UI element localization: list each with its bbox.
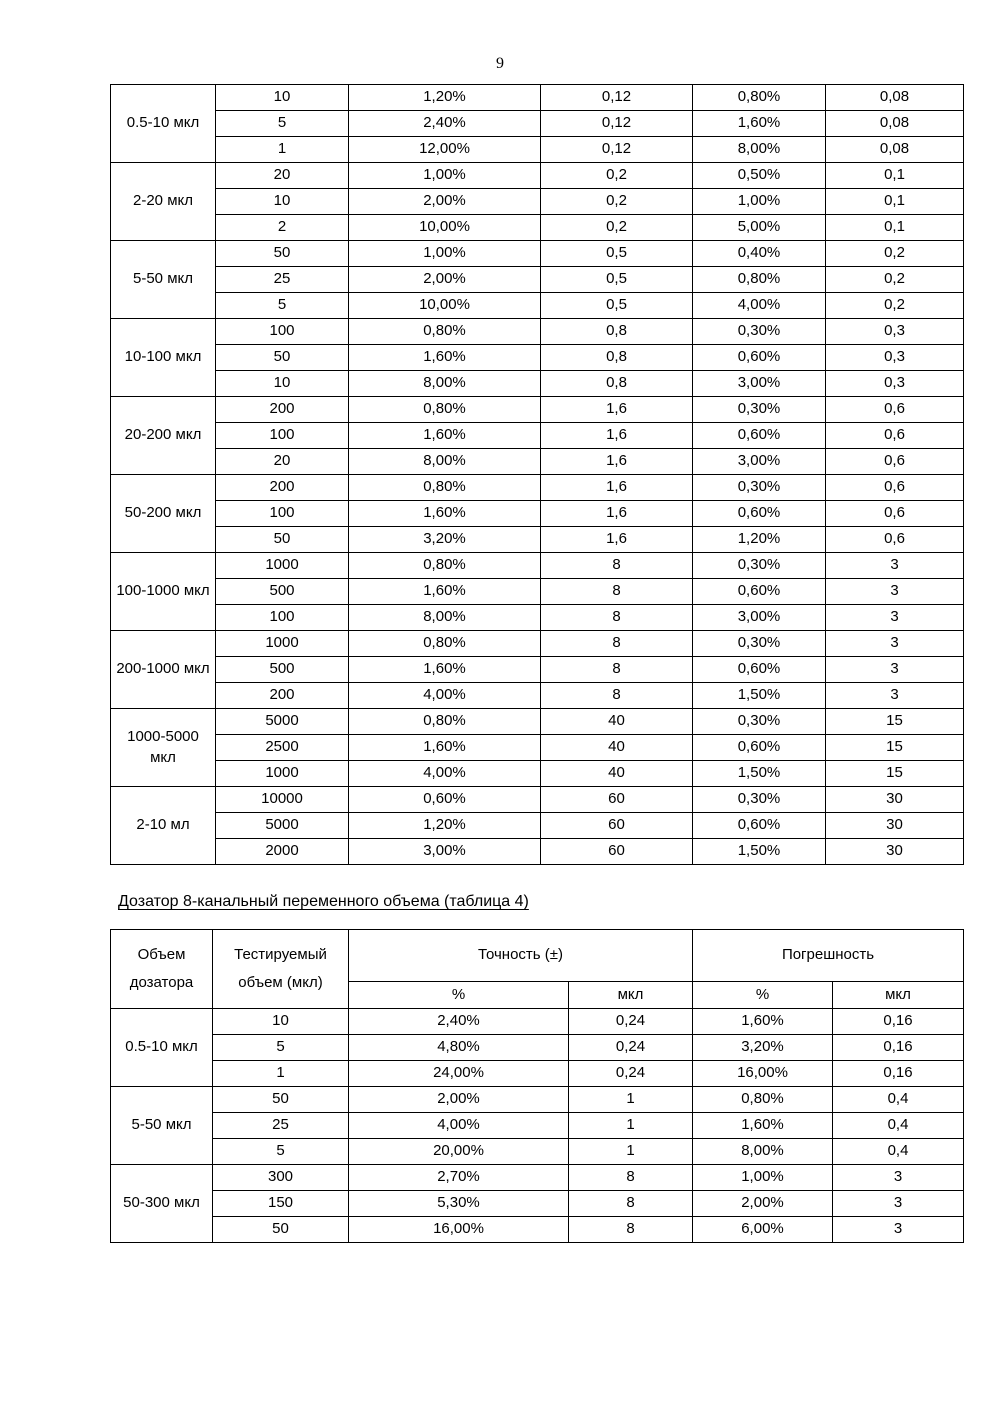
value-cell: 8 [569,1217,693,1243]
value-cell: 0,12 [541,85,693,111]
value-cell: 60 [541,839,693,865]
table-row [111,1139,964,1165]
value-cell: 8 [541,683,693,709]
value-cell: 0,6 [826,423,964,449]
value-cell: 500 [216,579,349,605]
value-cell: 0,80% [349,631,541,657]
value-cell: 0,60% [693,813,826,839]
value-cell: 0,8 [541,371,693,397]
table-row [111,735,964,761]
volume-range-cell: 2-20 мкл [111,163,216,241]
table-row [111,657,964,683]
value-cell: 8,00% [349,371,541,397]
volume-range-cell: 200-1000 мкл [111,631,216,709]
value-cell: 0,3 [826,345,964,371]
value-cell: 4,80% [349,1035,569,1061]
value-cell: 15 [826,735,964,761]
value-cell: 0,3 [826,371,964,397]
table-row [111,683,964,709]
value-cell: 2,00% [693,1191,833,1217]
value-cell: 0,16 [833,1009,964,1035]
value-cell: 0,24 [569,1061,693,1087]
value-cell: 0,60% [693,345,826,371]
pipette-accuracy-table-continued [110,84,964,865]
value-cell: 5,00% [693,215,826,241]
value-cell: 0,12 [541,111,693,137]
value-cell: 200 [216,683,349,709]
value-cell: 15 [826,761,964,787]
value-cell: 16,00% [693,1061,833,1087]
value-cell: 100 [216,423,349,449]
value-cell: 0,2 [541,189,693,215]
value-cell: 0,80% [693,85,826,111]
value-cell: 0,60% [693,423,826,449]
value-cell: 1,00% [693,189,826,215]
value-cell: 10 [213,1009,349,1035]
value-cell: 1,6 [541,397,693,423]
value-cell: 1,60% [349,501,541,527]
value-cell: 0,1 [826,189,964,215]
table-row [111,85,964,111]
value-cell: 0,60% [693,579,826,605]
value-cell: 0,60% [693,657,826,683]
value-cell: 0,30% [693,709,826,735]
value-cell: 0,2 [826,241,964,267]
value-cell: 4,00% [693,293,826,319]
volume-range-cell: 0.5-10 мкл [111,1009,213,1087]
value-cell: 0,24 [569,1009,693,1035]
value-cell: 0,6 [826,449,964,475]
value-cell: 8,00% [349,449,541,475]
value-cell: 1,50% [693,683,826,709]
value-cell: 0,2 [541,215,693,241]
value-cell: 10,00% [349,215,541,241]
value-cell: 0,6 [826,501,964,527]
table-row [111,189,964,215]
value-cell: 50 [216,345,349,371]
value-cell: 30 [826,839,964,865]
value-cell: 60 [541,813,693,839]
table-row [111,371,964,397]
subheader-accuracy-percent: % [349,982,569,1009]
value-cell: 3 [826,605,964,631]
value-cell: 0,4 [833,1113,964,1139]
value-cell: 25 [213,1113,349,1139]
table-row [111,1009,964,1035]
value-cell: 100 [216,501,349,527]
value-cell: 3 [826,553,964,579]
value-cell: 1,60% [349,657,541,683]
value-cell: 5 [213,1035,349,1061]
value-cell: 3 [826,683,964,709]
value-cell: 0,6 [826,397,964,423]
value-cell: 1 [569,1113,693,1139]
value-cell: 2,00% [349,267,541,293]
table-row [111,631,964,657]
value-cell: 5 [213,1139,349,1165]
value-cell: 2000 [216,839,349,865]
value-cell: 5 [216,111,349,137]
value-cell: 1,6 [541,501,693,527]
value-cell: 8 [569,1191,693,1217]
volume-range-cell: 50-300 мкл [111,1165,213,1243]
value-cell: 15 [826,709,964,735]
table-row [111,137,964,163]
document-content [110,84,963,1243]
value-cell: 0,16 [833,1061,964,1087]
value-cell: 1,60% [349,579,541,605]
volume-range-cell: 5-50 мкл [111,1087,213,1165]
value-cell: 0,80% [349,397,541,423]
value-cell: 300 [213,1165,349,1191]
value-cell: 1,6 [541,449,693,475]
table-row [111,761,964,787]
value-cell: 1000 [216,631,349,657]
table-row [111,241,964,267]
value-cell: 3 [833,1217,964,1243]
value-cell: 1,20% [349,813,541,839]
value-cell: 12,00% [349,137,541,163]
table-row [111,267,964,293]
value-cell: 5,30% [349,1191,569,1217]
value-cell: 0,30% [693,553,826,579]
value-cell: 0,50% [693,163,826,189]
table-row [111,1113,964,1139]
value-cell: 50 [213,1087,349,1113]
value-cell: 0,60% [693,501,826,527]
table-row [111,293,964,319]
value-cell: 10 [216,189,349,215]
value-cell: 2500 [216,735,349,761]
value-cell: 3,20% [349,527,541,553]
table-row [111,215,964,241]
value-cell: 8 [541,631,693,657]
value-cell: 0,16 [833,1035,964,1061]
value-cell: 1000 [216,761,349,787]
volume-range-cell: 50-200 мкл [111,475,216,553]
value-cell: 4,00% [349,761,541,787]
section-heading-8channel: Дозатор 8-канальный переменного объема (таблица 4) [118,893,529,910]
value-cell: 8,00% [693,137,826,163]
value-cell: 2,00% [349,189,541,215]
value-cell: 0,30% [693,787,826,813]
value-cell: 0,60% [693,735,826,761]
value-cell: 1,60% [349,735,541,761]
value-cell: 10 [216,85,349,111]
subheader-error-percent: % [693,982,833,1009]
value-cell: 8,00% [693,1139,833,1165]
value-cell: 0,60% [349,787,541,813]
value-cell: 8,00% [349,605,541,631]
table-row [111,813,964,839]
value-cell: 0,6 [826,475,964,501]
value-cell: 1,6 [541,475,693,501]
value-cell: 2 [216,215,349,241]
value-cell: 40 [541,761,693,787]
value-cell: 1,60% [693,1009,833,1035]
value-cell: 40 [541,735,693,761]
value-cell: 0,12 [541,137,693,163]
value-cell: 0,4 [833,1139,964,1165]
value-cell: 1 [213,1061,349,1087]
value-cell: 200 [216,475,349,501]
value-cell: 3,00% [693,371,826,397]
value-cell: 8 [541,553,693,579]
table-row [111,709,964,735]
value-cell: 2,70% [349,1165,569,1191]
value-cell: 0,30% [693,631,826,657]
table-row [111,1165,964,1191]
value-cell: 1000 [216,553,349,579]
volume-range-cell: 20-200 мкл [111,397,216,475]
table-row [111,579,964,605]
value-cell: 0,40% [693,241,826,267]
table-row [111,319,964,345]
value-cell: 0,80% [693,267,826,293]
volume-range-cell: 2-10 мл [111,787,216,865]
table-row [111,605,964,631]
table-header-row [111,930,964,982]
value-cell: 1,00% [349,241,541,267]
volume-range-cell: 5-50 мкл [111,241,216,319]
col-header-dispenser-volume: Объем дозатора [111,930,213,1009]
value-cell: 10000 [216,787,349,813]
value-cell: 100 [216,319,349,345]
table-row [111,1035,964,1061]
value-cell: 1 [569,1139,693,1165]
value-cell: 0,5 [541,241,693,267]
value-cell: 1,60% [349,345,541,371]
value-cell: 0,5 [541,267,693,293]
volume-range-cell: 1000-5000 мкл [111,709,216,787]
table-row [111,111,964,137]
value-cell: 0,80% [349,319,541,345]
value-cell: 5000 [216,813,349,839]
value-cell: 4,00% [349,1113,569,1139]
value-cell: 3 [833,1165,964,1191]
value-cell: 5000 [216,709,349,735]
value-cell: 0,5 [541,293,693,319]
value-cell: 3,00% [693,605,826,631]
value-cell: 1,00% [693,1165,833,1191]
value-cell: 0,30% [693,319,826,345]
table-row [111,1087,964,1113]
value-cell: 2,40% [349,1009,569,1035]
value-cell: 0,2 [541,163,693,189]
table-row [111,553,964,579]
table-row [111,527,964,553]
value-cell: 10 [216,371,349,397]
value-cell: 6,00% [693,1217,833,1243]
value-cell: 8 [541,579,693,605]
value-cell: 0,30% [693,475,826,501]
value-cell: 1,60% [693,111,826,137]
table-row [111,839,964,865]
col-header-error: Погрешность [693,930,964,982]
value-cell: 150 [213,1191,349,1217]
value-cell: 10,00% [349,293,541,319]
subheader-error-mkl: мкл [833,982,964,1009]
value-cell: 8 [541,605,693,631]
table-row [111,787,964,813]
value-cell: 3,20% [693,1035,833,1061]
table-row [111,163,964,189]
value-cell: 60 [541,787,693,813]
value-cell: 1,50% [693,761,826,787]
value-cell: 50 [216,241,349,267]
value-cell: 1,20% [349,85,541,111]
value-cell: 200 [216,397,349,423]
table-row [111,397,964,423]
value-cell: 1,60% [349,423,541,449]
value-cell: 20 [216,163,349,189]
value-cell: 25 [216,267,349,293]
table-row [111,449,964,475]
value-cell: 3 [826,631,964,657]
value-cell: 50 [213,1217,349,1243]
value-cell: 1,60% [693,1113,833,1139]
value-cell: 0,6 [826,527,964,553]
value-cell: 0,30% [693,397,826,423]
value-cell: 2,00% [349,1087,569,1113]
value-cell: 4,00% [349,683,541,709]
value-cell: 0,2 [826,267,964,293]
value-cell: 0,2 [826,293,964,319]
value-cell: 1,20% [693,527,826,553]
value-cell: 0,08 [826,137,964,163]
value-cell: 3 [833,1191,964,1217]
value-cell: 0,24 [569,1035,693,1061]
table-row [111,475,964,501]
value-cell: 0,80% [349,553,541,579]
value-cell: 2,40% [349,111,541,137]
value-cell: 0,8 [541,319,693,345]
value-cell: 8 [569,1165,693,1191]
table-row [111,501,964,527]
value-cell: 3,00% [693,449,826,475]
value-cell: 0,1 [826,163,964,189]
table-row [111,1191,964,1217]
value-cell: 3,00% [349,839,541,865]
value-cell: 24,00% [349,1061,569,1087]
value-cell: 0,1 [826,215,964,241]
value-cell: 0,80% [349,709,541,735]
value-cell: 3 [826,657,964,683]
value-cell: 0,8 [541,345,693,371]
pipette-8channel-table [110,929,964,1243]
subheader-accuracy-mkl: мкл [569,982,693,1009]
value-cell: 30 [826,787,964,813]
value-cell: 1,50% [693,839,826,865]
value-cell: 1,6 [541,527,693,553]
table-row [111,423,964,449]
value-cell: 0,08 [826,111,964,137]
value-cell: 50 [216,527,349,553]
value-cell: 0,80% [693,1087,833,1113]
value-cell: 0,80% [349,475,541,501]
volume-range-cell: 100-1000 мкл [111,553,216,631]
col-header-accuracy: Точность (±) [349,930,693,982]
value-cell: 3 [826,579,964,605]
table-row [111,345,964,371]
value-cell: 30 [826,813,964,839]
value-cell: 20 [216,449,349,475]
value-cell: 0,08 [826,85,964,111]
value-cell: 5 [216,293,349,319]
table-row [111,1061,964,1087]
value-cell: 1 [569,1087,693,1113]
value-cell: 0,3 [826,319,964,345]
volume-range-cell: 0.5-10 мкл [111,85,216,163]
page-number: 9 [496,55,504,72]
value-cell: 20,00% [349,1139,569,1165]
value-cell: 8 [541,657,693,683]
value-cell: 1,00% [349,163,541,189]
value-cell: 1,6 [541,423,693,449]
value-cell: 0,4 [833,1087,964,1113]
value-cell: 40 [541,709,693,735]
value-cell: 100 [216,605,349,631]
volume-range-cell: 10-100 мкл [111,319,216,397]
value-cell: 500 [216,657,349,683]
table-row [111,1217,964,1243]
value-cell: 1 [216,137,349,163]
col-header-test-volume: Тестируемый объем (мкл) [213,930,349,1009]
value-cell: 16,00% [349,1217,569,1243]
